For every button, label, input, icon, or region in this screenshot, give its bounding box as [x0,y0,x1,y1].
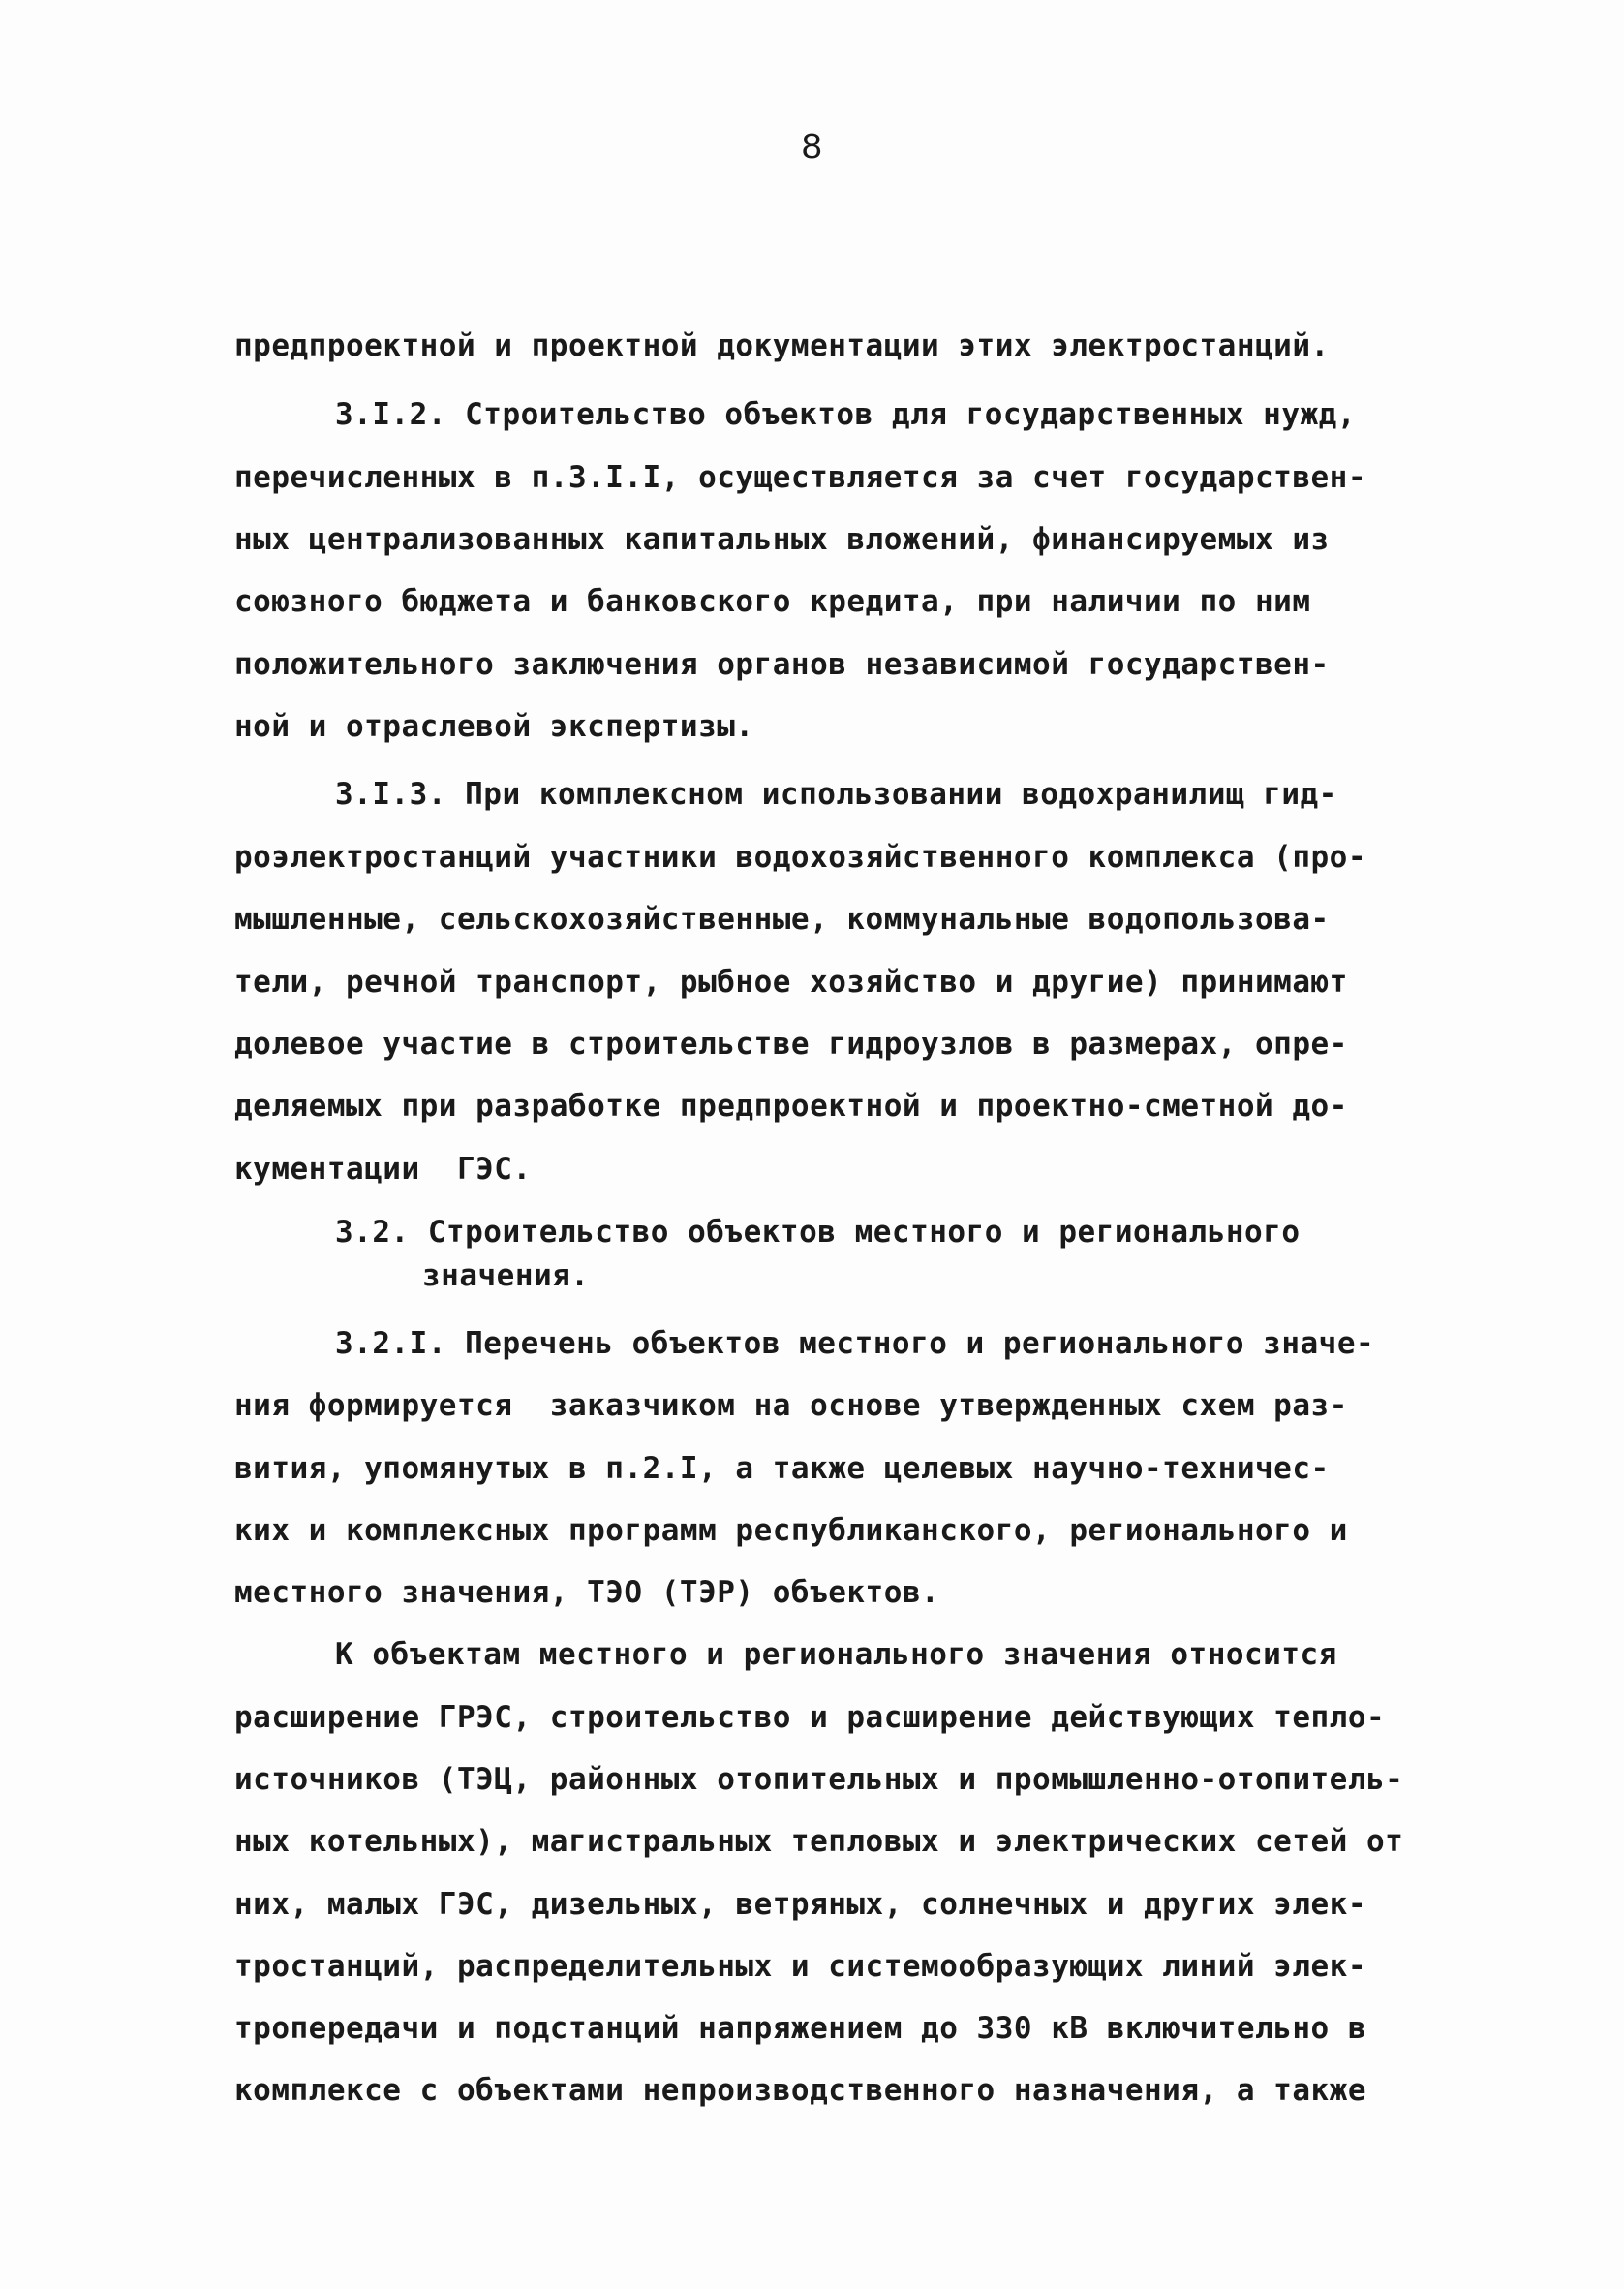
text-line: предпроектной и проектной документации этих электростанций. [234,328,1330,363]
text-line: ных централизованных капитальных вложений, финансируемых из [234,522,1330,557]
text-line: ных котельных), магистральных тепловых и электрических сетей от [234,1824,1404,1859]
text-line: расширение ГРЭС, строительство и расширение действующих тепло- [234,1700,1386,1735]
text-line: тели, речной транспорт, рыбное хозяйство и другие) принимают [234,965,1348,1000]
text-line: долевое участие в строительстве гидроузлов в размерах, опре- [234,1027,1348,1062]
text-line: мышленные, сельскохозяйственные, коммунальные водопользова- [234,902,1330,937]
section-3-2-heading-cont: значения. [422,1258,590,1293]
paragraph-3-1-3-line: 3.I.3. При комплексном использовании водохранилищ гид- [335,777,1337,812]
text-line: ния формируется заказчиком на основе утвержденных схем раз- [234,1388,1348,1423]
text-line: тростанций, распределительных и системообразующих линий элек- [234,1949,1366,1984]
text-line: комплексе с объектами непроизводственного назначения, а также [234,2073,1366,2108]
text-line: ких и комплексных программ республиканского, регионального и [234,1513,1348,1548]
text-line: вития, упомянутых в п.2.I, а также целевых научно-техничес- [234,1451,1330,1486]
text-line: местного значения, ТЭО (ТЭР) объектов. [234,1575,940,1610]
text-line: положительного заключения органов независимой государствен- [234,647,1330,682]
paragraph-objects-line: К объектам местного и регионального значения относится [335,1637,1337,1672]
paragraph-3-1-2-line: 3.I.2. Строительство объектов для государственных нужд, [335,397,1356,432]
text-line: деляемых при разработке предпроектной и проектно-сметной до- [234,1089,1348,1124]
text-line: перечисленных в п.3.I.I, осуществляется за счет государствен- [234,460,1366,495]
paragraph-3-2-1-line: 3.2.I. Перечень объектов местного и регионального значе- [335,1326,1375,1361]
text-line: источников (ТЭЦ, районных отопительных и промышленно-отопитель- [234,1762,1404,1797]
text-line: роэлектростанций участники водохозяйственного комплекса (про- [234,840,1366,875]
page-number: 8 [800,128,824,170]
text-line: них, малых ГЭС, дизельных, ветряных, солнечных и других элек- [234,1887,1366,1922]
text-line: кументации ГЭС. [234,1152,532,1187]
text-line: тропередачи и подстанций напряжением до 330 кВ включительно в [234,2011,1366,2046]
section-3-2-heading: 3.2. Строительство объектов местного и регионального [335,1215,1301,1250]
text-line: ной и отраслевой экспертизы. [234,709,754,744]
text-line: союзного бюджета и банковского кредита, при наличии по ним [234,584,1311,619]
